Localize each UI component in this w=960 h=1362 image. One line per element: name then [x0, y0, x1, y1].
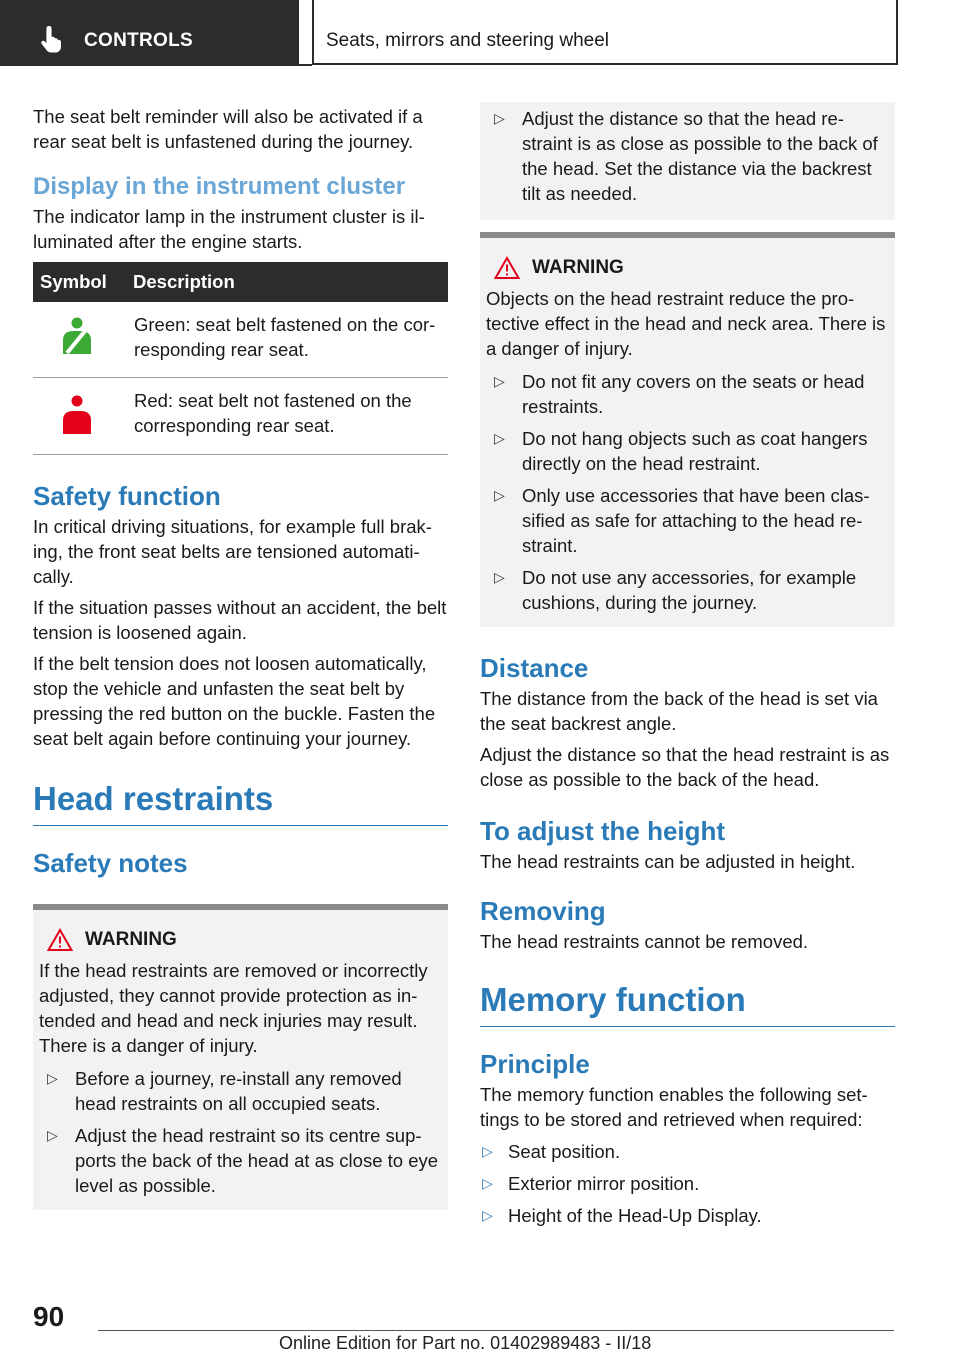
- list-item: ▷ Do not hang objects such as coat hangers directly on the head restraint.: [494, 428, 868, 474]
- list-item: ▷ Before a journey, re-install any removed head restraints on all occupied seats.: [47, 1068, 402, 1114]
- warning-label: WARNING: [85, 929, 177, 950]
- bullet-triangle-icon: ▷: [494, 569, 505, 585]
- list-item: ▷ Do not use any accessories, for example cushions, during the journey.: [494, 567, 857, 613]
- footer-edition: Online Edition for Part no. 01402989483 - II/18: [279, 1333, 652, 1353]
- bullet-triangle-icon: ▷: [47, 1070, 58, 1086]
- bullet-triangle-icon: ▷: [494, 110, 505, 126]
- header-divider: [0, 64, 312, 66]
- warning-triangle-icon: [47, 928, 73, 952]
- height-heading: To adjust the height: [480, 816, 726, 846]
- symbol-cell: [33, 378, 126, 455]
- table-row: [33, 302, 448, 378]
- seatbelt-unfastened-icon: [57, 392, 97, 436]
- distance-paragraph-2: Adjust the distance so that the head restraint is as close as possible to the back of the head.: [480, 744, 890, 790]
- principle-heading: Principle: [480, 1049, 590, 1079]
- bullet-triangle-icon: ▷: [494, 430, 505, 446]
- warning-text: Objects on the head restraint reduce the protective effect in the head and neck area. There is a danger of injury.: [486, 288, 886, 359]
- safety-paragraph-2: If the situation passes without an accident, the belt tension is loosened again.: [33, 597, 447, 643]
- list-item: ▷ Adjust the head restraint so its centre supports the back of the head at as close to eye level as possible.: [47, 1125, 439, 1196]
- chapter-tab[interactable]: [312, 0, 898, 65]
- column-header-symbol: Symbol: [33, 262, 126, 302]
- memory-function-heading: Memory function: [480, 980, 895, 1027]
- distance-heading: Distance: [480, 653, 589, 683]
- bullet-triangle-icon: ▷: [482, 1207, 493, 1223]
- list-item: ▷ Only use accessories that have been classified as safe for attaching to the head restraint.: [494, 485, 870, 556]
- distance-paragraph-1: The distance from the back of the head is set via the seat backrest angle.: [480, 688, 878, 734]
- description-cell: Red: seat belt not fastened on the corresponding rear seat.: [126, 378, 448, 455]
- bullet-triangle-icon: ▷: [482, 1175, 493, 1191]
- intro-paragraph: The seat belt reminder will also be activated if a rear seat belt is unfastened during the journey.: [33, 106, 423, 152]
- list-item: ▷ Adjust the distance so that the head restraint is as close as possible to the back of the head. Set the distance via the backrest tilt as needed.: [494, 108, 878, 204]
- right-column: [480, 102, 895, 1228]
- footer-divider: [98, 1330, 894, 1331]
- warning-text: If the head restraints are removed or incorrectly adjusted, they cannot provide protection as intended and head and neck injuries may result. There is a danger of injury.: [39, 960, 428, 1056]
- description-cell: Green: seat belt fastened on the corresponding rear seat.: [126, 302, 448, 378]
- warning-title: [494, 254, 887, 282]
- display-heading: Display in the instrument cluster: [33, 173, 406, 200]
- left-column: [33, 100, 448, 1210]
- warning-label: WARNING: [532, 257, 624, 278]
- warning-box: [33, 904, 448, 1210]
- bullet-triangle-icon: ▷: [482, 1143, 493, 1159]
- page-number: 90: [33, 1301, 65, 1332]
- continued-box: [480, 102, 895, 220]
- bullet-triangle-icon: ▷: [494, 373, 505, 389]
- list-item: ▷ Do not fit any covers on the seats or head restraints.: [494, 371, 865, 417]
- head-restraints-heading: Head restraints: [33, 779, 448, 826]
- display-paragraph: The indicator lamp in the instrument cluster is illuminated after the engine starts.: [33, 206, 425, 252]
- principle-paragraph: The memory function enables the following settings to be stored and retrieved when required:: [480, 1084, 868, 1130]
- bullet-triangle-icon: ▷: [47, 1127, 58, 1143]
- removing-heading: Removing: [480, 896, 606, 926]
- safety-paragraph-3: If the belt tension does not loosen automatically, stop the vehicle and unfasten the seat belt by pressing the red button on the buckle. Fasten the seat belt again before continuing your journey.: [33, 653, 436, 749]
- warning-box: [480, 232, 895, 627]
- section-label: CONTROLS: [84, 30, 194, 51]
- warning-triangle-icon: [494, 256, 520, 280]
- indicator-table: [33, 262, 448, 455]
- safety-notes-heading: Safety notes: [33, 848, 188, 878]
- column-header-description: Description: [126, 262, 448, 302]
- touch-hand-icon: [38, 24, 68, 54]
- list-item: ▷ Exterior mirror position.: [482, 1173, 700, 1194]
- chapter-title: Seats, mirrors and steering wheel: [326, 30, 610, 51]
- removing-paragraph: The head restraints cannot be removed.: [480, 931, 809, 952]
- symbol-cell: [33, 302, 126, 378]
- table-row: [33, 378, 448, 455]
- warning-title: [47, 926, 440, 954]
- seatbelt-fastened-icon: [57, 316, 97, 356]
- list-item: ▷ Seat position.: [482, 1141, 621, 1162]
- height-paragraph: The head restraints can be adjusted in height.: [480, 851, 856, 872]
- list-item: ▷ Height of the Head-Up Display.: [482, 1205, 762, 1226]
- safety-heading: Safety function: [33, 481, 221, 511]
- bullet-triangle-icon: ▷: [494, 487, 505, 503]
- section-tab[interactable]: [0, 0, 299, 65]
- safety-paragraph-1: In critical driving situations, for example full braking, the front seat belts are tensioned automatically.: [33, 516, 432, 587]
